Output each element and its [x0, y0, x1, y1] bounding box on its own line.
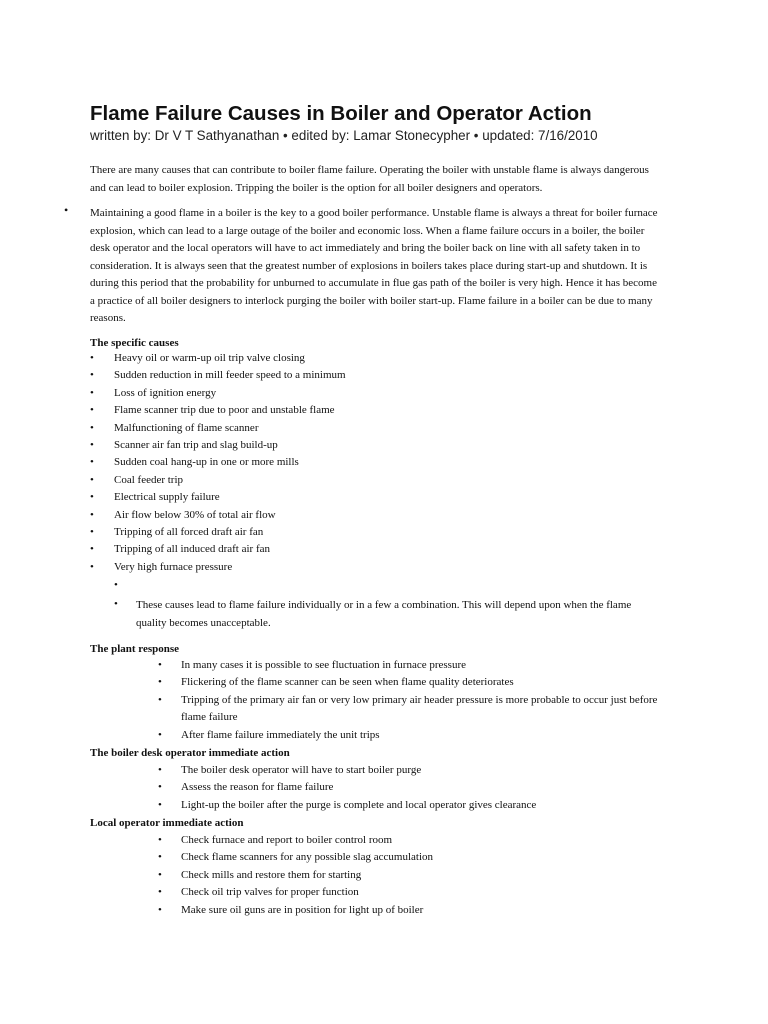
bullet-icon: •	[90, 438, 94, 451]
bullet-icon: •	[90, 525, 94, 538]
bullet-icon: •	[158, 851, 162, 864]
main-paragraph	[90, 205, 690, 328]
bullet-icon: •	[90, 456, 94, 469]
bullet-icon: •	[90, 508, 94, 521]
paragraph-line: during this period that the probability for unburned to accumulate in flue gas path of the boiler is very high. Hence it has become	[90, 277, 657, 289]
section-heading-desk-operator: The boiler desk operator immediate action	[90, 747, 290, 759]
bullet-icon: •	[90, 473, 94, 486]
bullet-icon: •	[158, 764, 162, 776]
paragraph-line: desk operator and the local operators will have to act immediately and bring the boiler back on line with all safety taken in to	[90, 242, 641, 254]
bullet-icon: •	[90, 404, 94, 417]
section-heading-local-operator: Local operator immediate action	[90, 817, 244, 829]
note-line: quality becomes unacceptable.	[136, 616, 271, 629]
bullet-icon: •	[64, 203, 69, 217]
paragraph-line: reasons.	[90, 312, 126, 324]
paragraph-line: explosion, which can lead to a large outage of the boiler and economic loss. When a flame failure occurs in a boiler, the boiler	[90, 224, 645, 237]
bullet-icon: •	[90, 352, 94, 364]
page-title: Flame Failure Causes in Boiler and Operator Action	[90, 102, 592, 125]
document-page: Flame Failure Causes in Boiler and Operator Action written by: Dr V T Sathyanathan • edited by: Lamar Stonecypher • updated: 7/16/2010 There are many causes that can contribute to boiler flame failure. Operating the boiler with unstable flame is always dangerous and can lead to boiler explosion. Tripping the boiler is the option for all boiler designers and operators. • Maintaining a good flame in a boiler is the key to a good boiler performance. Unstable flame is always a threat for boiler furnace explosion, which can lead to a large outage of the boiler and economic loss. When a flame failure occurs in a boiler, the boiler desk operator and the local operators will have to act immediately and bring the boiler back on line with all safety taken in to consideration. It is always seen that the greatest number of explosions in boilers takes place during start-up and shutdown. It is during this period that the probability for unburned to accumulate in flue gas path of the boiler is very high. Hence it has become a practice of all boiler designers to interlock purging the boiler with boiler start-up. Flame failure in a boiler can be due to many reasons. The specific causes • Heavy oil or warm-up oil trip valve closing • Sudden reduction in mill feeder speed to a minimum • Loss of ignition energy • Flame scanner trip due to poor and unstable flame • Malfunctioning of flame scanner • Scanner air fan trip and slag build-up • Sudden coal hang-up in one or more mills • Coal feeder trip • Electrical supply failure • Air flow below 30% of total air flow • Tripping of all forced draft air fan • Tripping of all induced draft air fan • Very high furnace pressure • • These causes lead to flame failure individually or in a few a combination. This will depend upon when the flame quality becomes unacceptable. The plant response • In many cases it is possible to see fluctuation in furnace pressure • Flickering of the flame scanner can be seen when flame quality deteriorates • Tripping of the primary air fan or very low primary air header pressure is more probable to occur just before flame failure • After flame failure immediately the unit trips The boiler desk operator immediate action • The boiler desk operator will have to start boiler purge • Assess the reason for flame failure • Light-up the boiler after the purge is complete and local operator gives clearance Local operator immediate action • Check furnace and report to boiler control room • Check flame scanners for any possible slag accumulation • Check mills and restore them for starting • Check oil trip valves for proper function • Make sure oil guns are in position for light up of boiler	[0, 0, 768, 1024]
bullet-icon: •	[158, 781, 162, 794]
note-line: These causes lead to flame failure individually or in a few a combination. This will depend upon when the flame	[136, 599, 632, 611]
causes-note	[136, 597, 631, 632]
section-heading-plant-response: The plant response	[90, 643, 180, 655]
bullet-icon: •	[158, 834, 162, 846]
bullet-icon: •	[158, 868, 162, 881]
bullet-icon: •	[114, 579, 118, 591]
paragraph-line: Maintaining a good flame in a boiler is the key to a good boiler performance. Unstable flame is always a threat for boiler furnace	[90, 207, 658, 219]
bullet-icon: •	[158, 676, 162, 689]
bullet-icon: •	[158, 798, 162, 811]
bullet-icon: •	[90, 386, 94, 399]
bullet-icon: •	[158, 903, 162, 916]
bullet-icon: •	[90, 560, 94, 573]
bullet-icon: •	[90, 369, 94, 382]
bullet-icon: •	[158, 693, 162, 706]
intro-line: and can lead to boiler explosion. Tripping the boiler is the option for all boiler designers and operators.	[90, 181, 543, 194]
bullet-icon: •	[158, 659, 162, 671]
bullet-icon: •	[90, 491, 94, 504]
intro-line: There are many causes that can contribute to boiler flame failure. Operating the boiler with unstable flame is always dangerous	[90, 164, 649, 176]
paragraph-line: a practice of all boiler designers to interlock purging the boiler with boiler start-up. Flame failure in a boiler can be due to many	[90, 294, 653, 307]
intro-paragraph	[90, 162, 690, 197]
paragraph-line: consideration. It is always seen that the greatest number of explosions in boilers takes place during start-up and shutdown. It is	[90, 259, 648, 272]
bullet-icon: •	[90, 543, 94, 556]
bullet-icon: •	[158, 886, 162, 899]
bullet-icon: •	[114, 598, 118, 610]
bullet-icon: •	[90, 421, 94, 434]
byline: written by: Dr V T Sathyanathan • edited by: Lamar Stonecypher • updated: 7/16/2010	[90, 128, 598, 143]
bullet-icon: •	[158, 728, 162, 741]
section-heading-specific-causes: The specific causes	[90, 337, 179, 349]
